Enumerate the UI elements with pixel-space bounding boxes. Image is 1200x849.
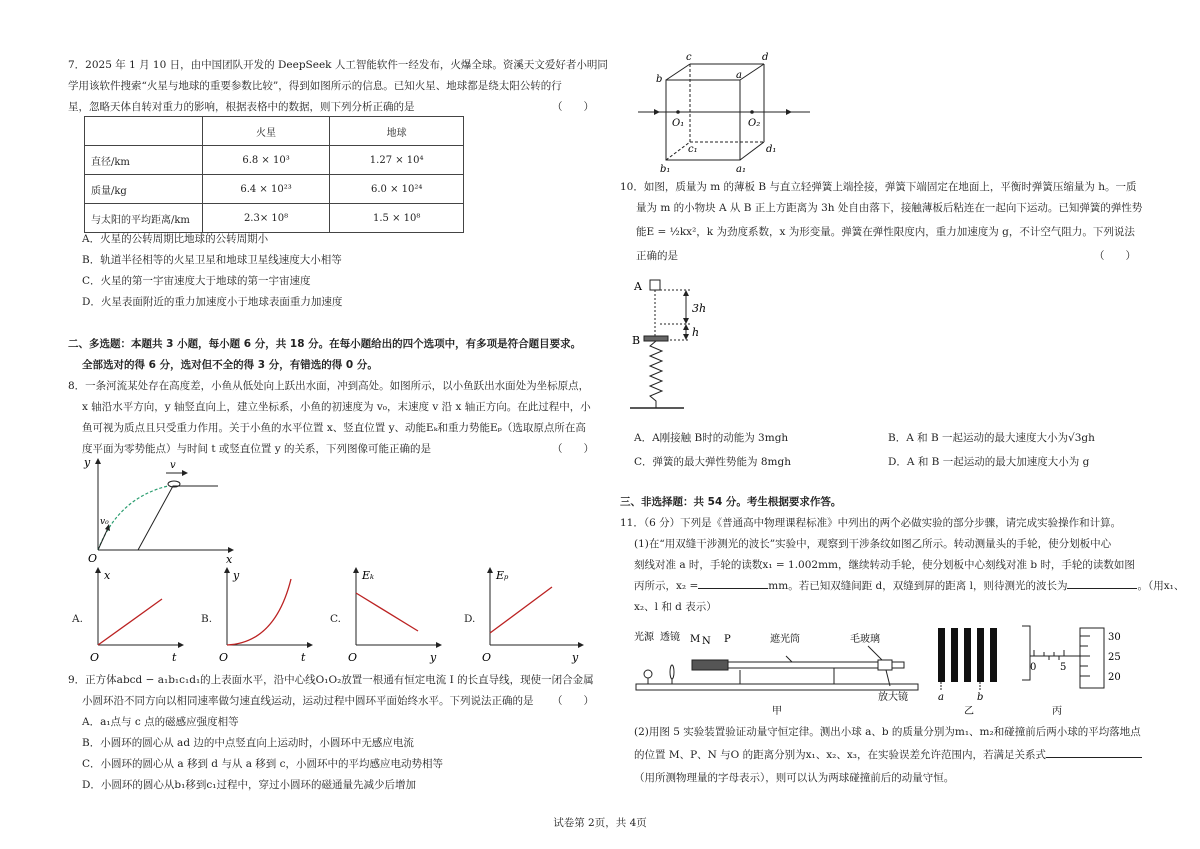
q7-option-b: B．轨道半径相等的火星卫星和地球卫星线速度大小相等: [82, 254, 342, 266]
origin-label: O: [348, 651, 358, 664]
table-header-mars: 火星: [202, 117, 330, 146]
graph-curve: [227, 579, 291, 645]
q10-option-a: A．A刚接触 B时的动能为 3mgh: [634, 432, 789, 444]
table-header-row: [85, 117, 464, 146]
riverbank-outline: [138, 486, 218, 550]
fringe-bar: [964, 628, 971, 682]
v-label: v: [170, 460, 176, 471]
dim-arrow: [683, 324, 689, 330]
q10-option-d: D．A 和 B 一起运动的最大加速度大小为 g: [888, 456, 1090, 468]
section3-heading: 三、非选择题：共 54 分。考生根据要求作答。: [620, 496, 842, 508]
table-cell: 1.5 × 10⁸: [330, 204, 464, 233]
q9-option-c: C．小圆环的圆心从 a 移到 d 与从 a 移到 c，小圆环中的平均感应电动势相等: [82, 758, 444, 770]
y-axis-label: x: [104, 569, 111, 582]
table-header-earth: 地球: [330, 117, 464, 146]
y-axis-arrow: [487, 567, 493, 573]
label-c1: c₁: [688, 144, 698, 155]
block-a: [650, 280, 660, 290]
q7-data-table: [84, 116, 464, 233]
magnifier: [892, 662, 904, 668]
fringe-bar: [938, 628, 945, 682]
table-cell: 与太阳的平均距离/km: [85, 204, 203, 233]
graph-b: [215, 565, 315, 665]
q11-part1-line2: 刻线对准 a 时，手轮的读数x₁ = 1.002mm，继续转动手轮，使分划板中心刻线对准 b 时，手轮的读数如图: [634, 559, 1135, 571]
q11-part2-line3: （用所测物理量的字母表示），则可以认为两球碰撞前后的动量守恒。: [634, 772, 955, 784]
q9-option-b: B．小圆环的圆心从 ad 边的中点竖直向上运动时，小圆环中无感应电流: [82, 737, 414, 749]
section2-heading-line2: 全部选对的得 6 分，选对但不全的得 3 分，有错选的得 0 分。: [82, 359, 378, 371]
graph-c: [344, 565, 444, 665]
q10-option-c: C．弹簧的最大弹性势能为 8mgh: [634, 456, 791, 468]
q8-stem-line2: x 轴沿水平方向，y 轴竖直向上，建立坐标系，小鱼的初速度为 v₀，末速度 v 沿 x 轴正方向。在此过程中，小: [82, 401, 591, 413]
table-cell: 直径/km: [85, 146, 203, 175]
label-n: N: [702, 636, 711, 647]
q11-x2-suffix: mm。若已知双缝间距 d，双缝到屏的距离 l，则待测光的波长为: [768, 580, 1068, 592]
q7-option-d: D．火星表面附近的重力加速度小于地球表面重力加速度: [82, 296, 343, 308]
table-row: [85, 146, 464, 175]
q7-answer-paren: （ ）: [552, 101, 594, 113]
label-bing: 丙: [1052, 706, 1062, 717]
x-axis-label: t: [172, 651, 177, 664]
frosted-glass: [878, 660, 892, 670]
thimble-label-30: 30: [1108, 632, 1121, 643]
q11-stem: 11．（6 分）下列是《普通高中物理课程标准》中列出的两个必做实验的部分步骤，请完成实验操作和计算。: [620, 517, 1122, 529]
wavelength-answer-blank[interactable]: [1067, 577, 1137, 589]
label-a: a: [938, 692, 944, 703]
q10-answer-paren: （ ）: [1094, 250, 1136, 262]
x-axis-arrow: [436, 642, 442, 648]
label-lens: 透镜: [660, 632, 680, 643]
thimble: [1080, 628, 1104, 688]
scale-label-5: 5: [1060, 662, 1067, 673]
origin-label: O: [90, 651, 100, 664]
table-cell: 6.0 × 10²⁴: [330, 175, 464, 204]
graph-d: [478, 565, 588, 665]
y-axis-arrow: [95, 458, 101, 464]
q8-stem-line3: 鱼可视为质点且只受重力作用。关于小鱼的水平位置 x、竖直位置 y、动能Eₖ和重力势能Eₚ（选取原点所在高: [82, 422, 586, 434]
v0-label: v₀: [100, 517, 109, 527]
q7-stem-line2: 学用该软件搜索“火星与地球的重要参数比较”，得到如图所示的信息。已知火星、地球都是绕太阳公转的行: [68, 80, 562, 92]
label-light-source: 光源: [634, 632, 654, 643]
q11-express-note: 。（用x₁、: [1137, 580, 1185, 592]
label-a: A: [634, 280, 642, 293]
spring: [650, 341, 662, 408]
cube-edge: [666, 64, 690, 80]
q9-option-a: A．a₁点与 c 点的磁感应强度相等: [82, 716, 239, 728]
q7-option-a: A．火星的公转周期比地球的公转周期小: [82, 233, 269, 245]
y-axis-label: y: [84, 458, 91, 469]
q8-fish-figure: [78, 458, 238, 564]
label-m: M: [690, 634, 701, 645]
label-d: d: [762, 52, 769, 63]
scale-label-0: 0: [1030, 662, 1037, 673]
label-a: a: [736, 70, 742, 81]
section2-heading-line1: 二、多选题：本题共 3 小题，每小题 6 分，共 18 分。在每小题给出的四个选项中，有多项是符合题目要求。: [68, 338, 582, 350]
x-axis-label: x: [226, 553, 233, 564]
q11-part1-line4: x₂、l 和 d 表示）: [634, 601, 717, 613]
graph-a-label: A.: [72, 613, 83, 625]
label-h: h: [692, 326, 700, 339]
graph-a: [86, 565, 186, 665]
q7-stem-line1: 7．2025 年 1 月 10 日，由中国团队开发的 DeepSeek 人工智能软件一经发布，火爆全球。资溪天文爱好者小明同: [68, 59, 608, 71]
label-3h: 3h: [692, 302, 707, 315]
dim-arrow: [683, 334, 689, 340]
point-o1: [676, 110, 680, 114]
leader-line: [786, 656, 792, 662]
q11-part2-line2: [634, 745, 1142, 766]
graph-curve: [356, 593, 418, 631]
label-o1: O₁: [672, 118, 685, 129]
x-axis-label: t: [301, 651, 306, 664]
x2-answer-blank[interactable]: [698, 577, 768, 589]
x-axis-arrow: [178, 642, 184, 648]
origin-label: O: [88, 552, 98, 564]
x-axis-label: y: [430, 651, 437, 664]
dim-arrow: [683, 290, 689, 296]
q9-stem-line1: 9．正方体abcd − a₁b₁c₁d₁的上表面水平，沿中心线O₁O₂放置一根通有恒定电流 I 的长直导线，现使一闭合金属: [68, 674, 594, 686]
dim-arrow: [683, 318, 689, 324]
q11-x2-prefix: 丙所示，x₂ =: [634, 580, 699, 592]
label-p: P: [724, 634, 731, 645]
table-row: [85, 175, 464, 204]
label-b: b: [656, 74, 663, 85]
table-cell: 6.8 × 10³: [202, 146, 330, 175]
light-source: [644, 670, 652, 678]
fringes-yi: [938, 628, 997, 717]
table-cell: 质量/kg: [85, 175, 203, 204]
v-arrow: [182, 470, 188, 476]
q11-part1-line3: [634, 576, 1184, 597]
label-jia: 甲: [772, 706, 782, 717]
point-o2: [750, 110, 754, 114]
label-a1: a₁: [736, 164, 746, 175]
micrometer-bing: [1022, 626, 1121, 717]
y-axis-label: Eₚ: [496, 569, 509, 582]
q8-option-graphs: [68, 565, 598, 665]
table-cell: [85, 117, 203, 146]
graph-b-label: B.: [201, 613, 213, 625]
cube-edge: [740, 142, 764, 160]
table-cell: 6.4 × 10²³: [202, 175, 330, 204]
cube-edge: [740, 64, 764, 80]
graph-d-label: D.: [464, 613, 476, 625]
y-axis-arrow: [353, 567, 359, 573]
v0-vector: [98, 528, 108, 550]
table-cell: 1.27 × 10⁴: [330, 146, 464, 175]
y-axis-arrow: [95, 567, 101, 573]
q11-apparatus-figures: [620, 624, 1140, 720]
page-footer: 试卷第 2页，共 4页: [553, 817, 647, 829]
x-axis-arrow: [578, 642, 584, 648]
y-axis-label: Eₖ: [362, 569, 375, 582]
graph-curve: [98, 599, 162, 645]
x-axis-label: y: [572, 651, 579, 664]
leader-line: [868, 646, 882, 660]
label-yi: 乙: [964, 706, 974, 717]
q9-cube-figure: [636, 50, 816, 176]
light-tube: [728, 662, 878, 668]
plate-b: [644, 336, 668, 341]
q10-stem-line2: 量为 m 的小物块 A 从 B 正上方距离为 3h 处自由落下，接触薄板后粘连在一起向下运动。已知弹簧的弹性势: [636, 202, 1143, 214]
fringe-bar: [977, 628, 984, 682]
q10-stem-line1: 10．如图，质量为 m 的薄板 B 与直立轻弹簧上端拴接，弹簧下端固定在地面上，平衡时弹簧压缩量为 h。一质: [620, 181, 1137, 193]
thimble-label-20: 20: [1108, 672, 1121, 683]
fringe-bar: [951, 628, 958, 682]
q10-spring-figure: [630, 274, 740, 414]
q11-part1-line1: (1)在“用双缝干涉测光的波长”实验中，观察到干涉条纹如图乙所示。转动测量头的手轮，使分划板中心: [634, 538, 1112, 550]
origin-label: O: [482, 651, 492, 664]
thimble-label-25: 25: [1108, 652, 1121, 663]
label-frosted-glass: 毛玻璃: [850, 634, 880, 645]
q10-stem-line4: 正确的是: [636, 250, 678, 262]
lens: [670, 665, 674, 679]
apparatus-jia: [634, 630, 918, 717]
q11-part2-line2-text: 的位置 M、P、N 与O 的距离分别为x₁、x₂、x₃，在实验误差允许范围内，若满足关系式: [634, 749, 1047, 761]
label-c: c: [686, 52, 692, 63]
x-axis-arrow: [307, 642, 313, 648]
label-d1: d₁: [766, 144, 777, 155]
table-cell: 2.3× 10⁸: [202, 204, 330, 233]
current-arrow-left: [654, 109, 660, 115]
q10-stem-line3: 能E = ½kx²，k 为劲度系数，x 为形变量。弹簧在弹性限度内，重力加速度为 g，不计空气阻力。下列说法: [636, 226, 1135, 238]
y-axis-label: y: [233, 569, 240, 582]
q8-stem-line4: 度平面为零势能点）与时间 t 或竖直位置 y 的关系，下列图像可能正确的是: [82, 443, 432, 455]
label-b: B: [632, 334, 641, 347]
momentum-relation-blank[interactable]: [1046, 746, 1142, 758]
q8-stem-line1: 8．一条河流某处存在高度差，小鱼从低处向上跃出水面，冲到高处。如图所示，以小鱼跃出水面处为坐标原点，: [68, 380, 590, 392]
micrometer-frame: [1022, 626, 1030, 680]
label-o2: O₂: [748, 118, 761, 129]
q7-stem-line3: 星，忽略天体自转对重力的影响，根据表格中的数据，则下列分析正确的是: [68, 101, 415, 113]
fringe-bar: [990, 628, 997, 682]
graph-curve: [490, 587, 552, 633]
q7-option-c: C．火星的第一宇宙速度大于地球的第一宇宙速度: [82, 275, 311, 287]
q8-answer-paren: （ ）: [552, 443, 594, 455]
label-magnifier: 放大镜: [878, 692, 908, 703]
label-light-tube: 遮光筒: [770, 634, 800, 645]
optical-bench: [636, 684, 918, 690]
q11-part2-line1: (2)用图 5 实验装置验证动量守恒定律。测出小球 a、b 的质量分别为m₁、m₂和碰撞前后两小球的平均落地点: [634, 726, 1141, 738]
current-arrow-right: [786, 109, 792, 115]
label-b1: b₁: [660, 164, 671, 175]
label-b: b: [977, 692, 984, 703]
y-axis-arrow: [224, 567, 230, 573]
q10-option-b: B．A 和 B 一起运动的最大速度大小为√3gh: [888, 432, 1095, 444]
graph-c-label: C.: [330, 613, 341, 625]
q9-answer-paren: （ ）: [552, 695, 594, 707]
filter-slit-assembly: [692, 660, 728, 670]
q9-option-d: D．小圆环的圆心从b₁移到c₁过程中，穿过小圆环的磁通量先减少后增加: [82, 779, 416, 791]
q9-stem-line2: 小圆环沿不同方向以相同速率做匀速直线运动，运动过程中圆环平面始终水平。下列说法正确的是: [82, 695, 534, 707]
origin-label: O: [219, 651, 229, 664]
cube-edge-hidden: [666, 142, 690, 160]
